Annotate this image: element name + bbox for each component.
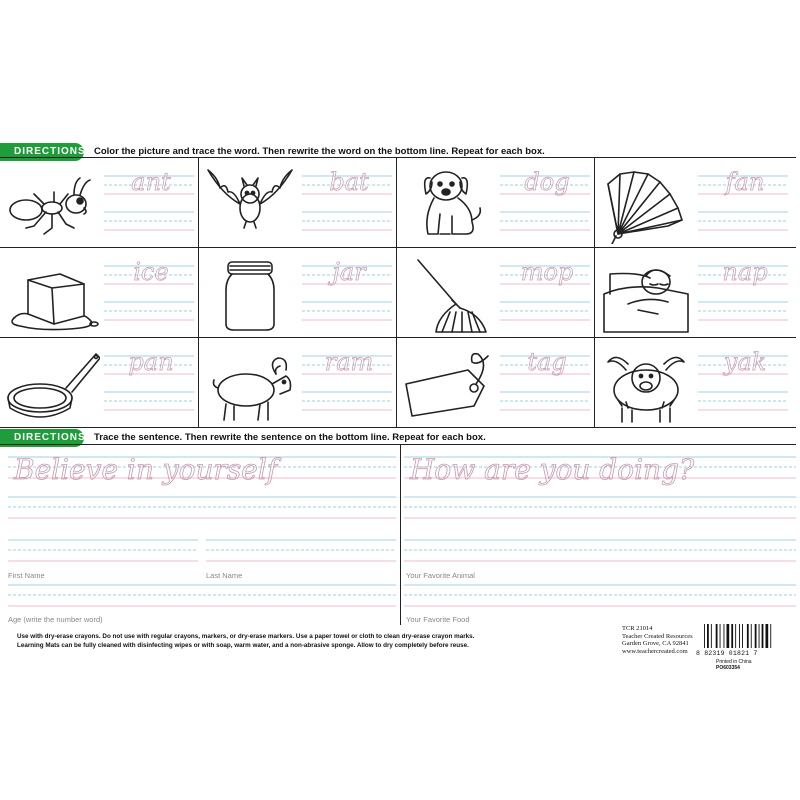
favorite-animal-label: Your Favorite Animal bbox=[406, 571, 475, 580]
publisher-info bbox=[622, 625, 693, 655]
nap-icon[interactable] bbox=[598, 254, 694, 334]
barcode-bar bbox=[747, 624, 749, 648]
grid-row-divider bbox=[0, 247, 796, 248]
bat-icon[interactable] bbox=[202, 164, 298, 244]
publisher-name: Teacher Created Resources bbox=[622, 632, 693, 640]
trace-word-ant[interactable]: ant bbox=[131, 168, 171, 196]
directions-badge-1: DIRECTIONS bbox=[0, 143, 84, 161]
barcode-bar bbox=[762, 624, 764, 648]
last-name-label: Last Name bbox=[206, 571, 243, 580]
trace-word-tag[interactable]: tag bbox=[527, 348, 567, 376]
grid-col-divider bbox=[396, 158, 397, 428]
sentence-divider bbox=[400, 445, 401, 625]
barcode-bar bbox=[770, 624, 771, 648]
word-box-ice[interactable] bbox=[0, 248, 198, 338]
barcode-bar bbox=[711, 624, 712, 648]
printed-origin: Printed in China bbox=[716, 659, 752, 665]
barcode-bar bbox=[759, 624, 760, 648]
sentence-trace-1[interactable]: Believe in yourself bbox=[14, 453, 278, 486]
barcode-bar bbox=[724, 624, 725, 648]
trace-word-fan[interactable]: fan bbox=[725, 168, 765, 196]
trace-word-ram[interactable]: ram bbox=[324, 348, 374, 376]
word-box-mop[interactable] bbox=[396, 248, 594, 338]
publisher-address: Garden Grove, CA 92841 bbox=[622, 640, 689, 647]
barcode-bar bbox=[755, 624, 757, 648]
favorite-food-label: Your Favorite Food bbox=[406, 615, 470, 624]
barcode-bar bbox=[707, 624, 709, 648]
trace-word-yak[interactable]: yak bbox=[723, 348, 767, 376]
barcode-bar bbox=[727, 624, 730, 648]
po-number: PO603354 bbox=[716, 665, 740, 671]
product-code: TCR 21014 bbox=[622, 625, 653, 632]
age-label: Age (write the number word) bbox=[8, 615, 103, 624]
jar-icon[interactable] bbox=[202, 254, 298, 334]
barcode-bar bbox=[735, 624, 736, 648]
ram-icon[interactable] bbox=[202, 344, 298, 424]
directions-text-2: Trace the sentence. Then rewrite the sentence on the bottom line. Repeat for each box. bbox=[94, 432, 486, 443]
word-box-nap[interactable] bbox=[594, 248, 792, 338]
word-box-dog[interactable] bbox=[396, 158, 594, 248]
care-line-2: Learning Mats can be fully cleaned with disinfecting wipes or with soap, warm water, and a non-abrasive sponge. Allow to dry completely before reuse. bbox=[17, 642, 469, 649]
word-box-ant[interactable] bbox=[0, 158, 198, 248]
directions-badge-2: DIRECTIONS bbox=[0, 429, 84, 447]
trace-word-mop[interactable]: mop bbox=[520, 258, 574, 286]
trace-word-pan[interactable]: pan bbox=[128, 348, 174, 376]
barcode-icon bbox=[702, 624, 774, 650]
ice-icon[interactable] bbox=[4, 254, 100, 334]
word-box-jar[interactable] bbox=[198, 248, 396, 338]
publisher-website: www.teachercreated.com bbox=[622, 647, 688, 655]
grid-row-divider bbox=[0, 337, 796, 338]
barcode-bar bbox=[742, 624, 743, 648]
sentence-trace-2[interactable]: How are you doing? bbox=[410, 453, 695, 486]
grid-row-divider bbox=[0, 427, 796, 428]
word-box-yak[interactable] bbox=[594, 338, 792, 428]
word-box-fan[interactable] bbox=[594, 158, 792, 248]
yak-icon[interactable] bbox=[598, 344, 694, 424]
trace-word-bat[interactable]: bat bbox=[329, 168, 369, 196]
directions-text-1: Color the picture and trace the word. Then rewrite the word on the bottom line. Repeat for each box. bbox=[94, 146, 545, 157]
grid-col-divider bbox=[594, 158, 595, 428]
mop-icon[interactable] bbox=[400, 254, 496, 334]
grid-col-divider bbox=[198, 158, 199, 428]
barcode-number: 8 82319 01821 7 bbox=[696, 650, 758, 657]
care-line-1: Use with dry-erase crayons. Do not use with regular crayons, markers, or dry-erase markers. Use a paper towel or cloth to clean dry-erase crayon marks. bbox=[17, 633, 475, 640]
barcode-bar bbox=[704, 624, 705, 648]
word-grid bbox=[0, 157, 796, 428]
barcode-bar bbox=[739, 624, 740, 648]
first-name-label: First Name bbox=[8, 571, 45, 580]
trace-word-nap[interactable]: nap bbox=[722, 258, 768, 286]
care-instructions bbox=[17, 632, 577, 650]
barcode-bar bbox=[731, 624, 733, 648]
barcode-bar bbox=[720, 624, 721, 648]
word-box-bat[interactable] bbox=[198, 158, 396, 248]
barcode-bar bbox=[716, 624, 718, 648]
fan-icon[interactable] bbox=[598, 164, 694, 244]
pan-icon[interactable] bbox=[4, 344, 100, 424]
word-box-pan[interactable] bbox=[0, 338, 198, 428]
learning-mat bbox=[0, 140, 800, 680]
trace-word-jar[interactable]: jar bbox=[332, 258, 366, 286]
trace-word-dog[interactable]: dog bbox=[524, 168, 570, 196]
sentence-area bbox=[0, 445, 800, 630]
sentence-top-border bbox=[0, 444, 796, 445]
trace-word-ice[interactable]: ice bbox=[133, 258, 169, 286]
ant-icon[interactable] bbox=[4, 164, 100, 244]
barcode-bar bbox=[766, 624, 769, 648]
tag-icon[interactable] bbox=[400, 344, 496, 424]
dog-icon[interactable] bbox=[400, 164, 496, 244]
barcode-bar bbox=[751, 624, 752, 648]
word-box-ram[interactable] bbox=[198, 338, 396, 428]
word-box-tag[interactable] bbox=[396, 338, 594, 428]
